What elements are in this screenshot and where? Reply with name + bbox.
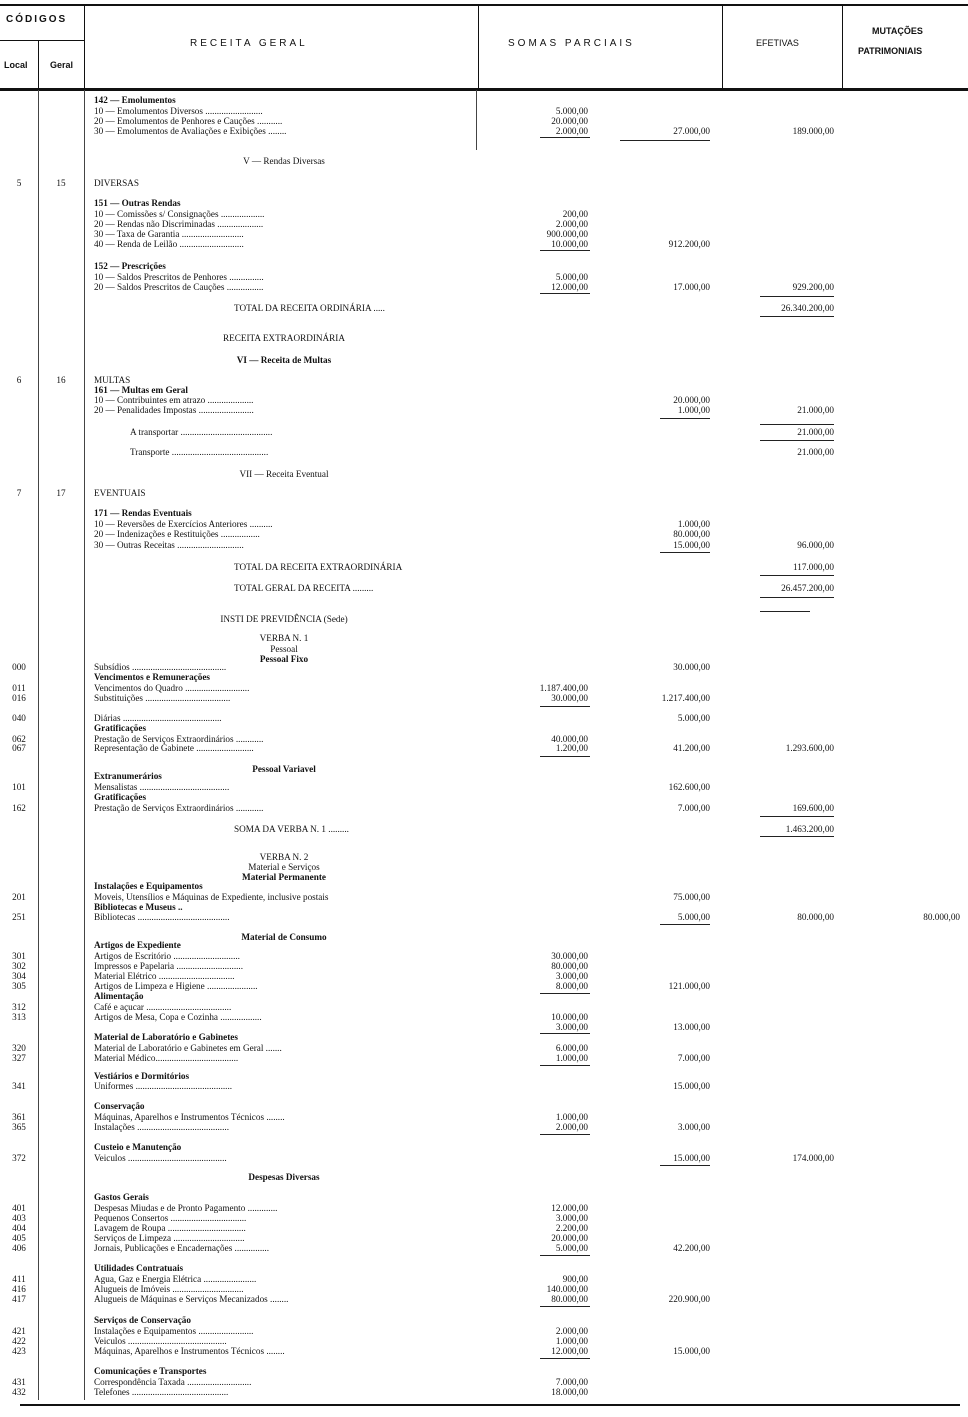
soma-parcial: 900.000,00 (546, 229, 588, 239)
code-local: 421 (12, 1326, 26, 1336)
row-description: 20 — Saldos Prescritos de Cauções ................ (94, 282, 264, 292)
soma-parcial: 10.000,00 (551, 1012, 588, 1022)
code-local: 341 (12, 1081, 26, 1091)
soma-parcial-total: 27.000,00 (673, 126, 710, 136)
ledger-row (0, 912, 968, 923)
row-description: Prestação de Serviços Extraordinários ............ (94, 803, 264, 813)
row-description: 30 — Emolumentos de Avaliações e Exibições ........ (94, 126, 287, 136)
code-local: 301 (12, 951, 26, 961)
code-local: 6 (16, 375, 22, 385)
soma-parcial: 1.000,00 (555, 1336, 588, 1346)
code-local: 162 (12, 803, 26, 813)
row-description: VERBA N. 2 (259, 852, 309, 862)
ledger-row (0, 881, 968, 892)
row-description: Artigos de Expediente (94, 940, 181, 950)
soma-parcial: 5.000,00 (555, 1243, 588, 1253)
efetiva: 96.000,00 (797, 540, 834, 550)
row-description: Mensalistas ....................................... (94, 782, 230, 792)
ledger-row (0, 1263, 968, 1274)
row-description: Comunicações e Transportes (94, 1366, 207, 1376)
soma-parcial: 20.000,00 (551, 116, 588, 126)
soma-parcial: 2.000,00 (555, 1326, 588, 1336)
soma-parcial-total: 162.600,00 (668, 782, 710, 792)
soma-parcial: 3.000,00 (555, 1022, 588, 1032)
row-description: Instalações e Equipamentos (94, 881, 203, 891)
soma-parcial-total: 15.000,00 (673, 1153, 710, 1163)
row-description: DIVERSAS (94, 178, 139, 188)
table-header (0, 0, 968, 91)
row-description: Moveis, Utensílios e Máquinas de Expediente, inclusive postais (94, 892, 329, 902)
row-description: 10 — Contribuintes em atrazo .................... (94, 395, 254, 405)
row-description: Subsídios ......................................... (94, 662, 227, 672)
ledger-row (0, 743, 968, 754)
ledger-row (0, 1172, 968, 1183)
row-description: Serviços de Conservação (94, 1315, 191, 1325)
ledger-row (0, 633, 968, 644)
row-description: 30 — Taxa de Garantia ........................... (94, 229, 244, 239)
efetiva: 189.000,00 (792, 126, 834, 136)
soma-parcial: 7.000,00 (555, 1377, 588, 1387)
row-description: Lavagem de Roupa .................................. (94, 1223, 246, 1233)
code-local: 411 (12, 1274, 26, 1284)
ledger-row (0, 672, 968, 683)
efetiva: 21.000,00 (797, 427, 834, 437)
code-local: 7 (16, 488, 22, 498)
soma-parcial: 12.000,00 (551, 1346, 588, 1356)
row-description: Extranumerários (94, 771, 162, 781)
ledger-row (0, 1153, 968, 1164)
code-local: 365 (12, 1122, 26, 1132)
ledger-row (0, 508, 968, 519)
soma-parcial-total: 20.000,00 (673, 395, 710, 405)
efetiva: 174.000,00 (792, 1153, 834, 1163)
row-description: Jornais, Publicações e Encadernações ............... (94, 1243, 270, 1253)
ledger-row (0, 1366, 968, 1377)
soma-parcial: 30.000,00 (551, 693, 588, 703)
code-local: 327 (12, 1053, 26, 1063)
code-local: 372 (12, 1153, 26, 1163)
soma-parcial: 12.000,00 (551, 1203, 588, 1213)
ledger-row (0, 614, 968, 625)
code-local: 406 (12, 1243, 26, 1253)
efetiva: 169.600,00 (792, 803, 834, 813)
code-local: 016 (12, 693, 26, 703)
soma-parcial-total: 220.900,00 (668, 1294, 710, 1304)
row-description: Material e Serviços (248, 862, 320, 872)
soma-parcial-total: 80.000,00 (673, 529, 710, 539)
code-local: 251 (12, 912, 26, 922)
row-description: 152 — Prescrições (94, 261, 166, 271)
row-description: Conservação (94, 1101, 145, 1111)
ledger-row (0, 303, 968, 314)
ledger-row (0, 447, 968, 458)
ledger-row (0, 824, 968, 835)
row-description: Material Permanente (242, 872, 326, 882)
row-description: VII — Receita Eventual (239, 469, 329, 479)
row-description: VI — Receita de Multas (236, 355, 332, 365)
ledger-row (0, 771, 968, 782)
row-description: Pessoal Variavel (252, 764, 316, 774)
code-local: 417 (12, 1294, 26, 1304)
code-local: 201 (12, 892, 26, 902)
row-description: 20 — Indenizações e Restituições ................. (94, 529, 260, 539)
ledger-row (0, 1387, 968, 1398)
code-local: 403 (12, 1213, 26, 1223)
ledger-row (0, 156, 968, 167)
ledger-row (0, 1192, 968, 1203)
efetiva: 80.000,00 (797, 912, 834, 922)
row-description: TOTAL GERAL DA RECEITA ......... (234, 583, 374, 593)
soma-parcial: 1.200,00 (555, 743, 588, 753)
row-description: Material Elétrico ................................. (94, 971, 235, 981)
ledger-row (0, 1101, 968, 1112)
soma-parcial: 2.000,00 (555, 1122, 588, 1132)
soma-parcial-total: 5.000,00 (677, 713, 710, 723)
row-description: Despesas Diversas (248, 1172, 320, 1182)
header-local: Local (4, 60, 28, 70)
ledger-row (0, 940, 968, 951)
row-description: 20 — Penalidades Impostas ........................ (94, 405, 254, 415)
row-description: Alimentação (94, 991, 144, 1001)
row-description: Material Médico.................................... (94, 1053, 239, 1063)
row-description: Pessoal Fixo (259, 654, 309, 664)
ledger-row (0, 991, 968, 1002)
row-description: MULTAS (94, 375, 131, 385)
ledger-row (0, 1346, 968, 1357)
row-description: SOMA DA VERBA N. 1 ......... (234, 824, 349, 834)
row-description: Máquinas, Aparelhos e Instrumentos Técnicos ........ (94, 1346, 285, 1356)
header-receita-geral: RECEITA GERAL (190, 38, 308, 49)
row-description: Gratificações (94, 723, 147, 733)
row-description: Café e açucar ..................................... (94, 1002, 232, 1012)
row-description: Representação de Gabinete ......................... (94, 743, 254, 753)
efetiva: 26.340.200,00 (781, 303, 834, 313)
ledger-row (0, 427, 968, 438)
row-description: 20 — Emolumentos de Penhores e Cauções ........... (94, 116, 283, 126)
mutacao-patrimonial: 80.000,00 (923, 912, 960, 922)
soma-parcial-total: 121.000,00 (668, 981, 710, 991)
ledger-row (0, 1142, 968, 1153)
row-description: Substituições ..................................... (94, 693, 231, 703)
row-description: Veiculos ........................................... (94, 1336, 227, 1346)
row-description: RECEITA EXTRAORDINÁRIA (222, 333, 345, 343)
soma-parcial-total: 30.000,00 (673, 662, 710, 672)
soma-parcial: 20.000,00 (551, 1233, 588, 1243)
soma-parcial: 2.000,00 (555, 126, 588, 136)
ledger-row (0, 1294, 968, 1305)
code-geral: 15 (56, 178, 66, 188)
code-local: 432 (12, 1387, 26, 1397)
row-description: Pessoal (270, 644, 298, 654)
code-local: 423 (12, 1346, 26, 1356)
soma-parcial-total: 7.000,00 (677, 1053, 710, 1063)
row-description: 171 — Rendas Eventuais (94, 508, 192, 518)
efetiva: 929.200,00 (792, 282, 834, 292)
ledger-row (0, 1315, 968, 1326)
soma-parcial: 18.000,00 (551, 1387, 588, 1397)
efetiva: 1.293.600,00 (785, 743, 834, 753)
row-description: Vencimentos do Quadro ............................ (94, 683, 250, 693)
efetiva: 21.000,00 (797, 447, 834, 457)
soma-parcial: 6.000,00 (555, 1043, 588, 1053)
row-description: Utilidades Contratuais (94, 1263, 184, 1273)
row-description: Material de Laboratório e Gabinetes (94, 1032, 238, 1042)
row-description: VERBA N. 1 (259, 633, 309, 643)
row-description: 142 — Emolumentos (94, 95, 176, 105)
ledger-row (0, 540, 968, 551)
header-codigos: CÓDIGOS (6, 14, 68, 25)
row-description: 30 — Outras Receitas ............................. (94, 540, 244, 550)
ledger-row (0, 333, 968, 344)
ledger-row (0, 693, 968, 704)
footer-rule (20, 1404, 960, 1406)
soma-parcial: 2.200,00 (555, 1223, 588, 1233)
soma-parcial: 10.000,00 (551, 239, 588, 249)
row-description: A transportar ........................................ (130, 427, 273, 437)
soma-parcial-total: 15.000,00 (673, 1346, 710, 1356)
ledger-row (0, 1032, 968, 1043)
row-description: Alugueis de Imóveis ............................... (94, 1284, 244, 1294)
row-description: Veiculos ........................................... (94, 1153, 227, 1163)
soma-parcial: 2.000,00 (555, 219, 588, 229)
soma-parcial: 30.000,00 (551, 951, 588, 961)
soma-parcial: 1.000,00 (555, 1053, 588, 1063)
row-description: 10 — Emolumentos Diversos ......................... (94, 106, 263, 116)
ledger-row (0, 1081, 968, 1092)
code-local: 101 (12, 782, 26, 792)
ledger-row (0, 1122, 968, 1133)
row-description: INSTI DE PREVIDÊNCIA (Sede) (220, 614, 348, 624)
efetiva: 26.457.200,00 (781, 583, 834, 593)
code-geral: 16 (56, 375, 66, 385)
code-local: 361 (12, 1112, 26, 1122)
row-description: Agua, Gaz e Energia Elétrica ....................... (94, 1274, 257, 1284)
ledger-row (0, 529, 968, 540)
header-somas-parciais: SOMAS PARCIAIS (508, 38, 635, 49)
row-description: TOTAL DA RECEITA ORDINÁRIA ..... (234, 303, 385, 313)
ledger-row (0, 723, 968, 734)
code-local: 040 (12, 713, 26, 723)
code-local: 313 (12, 1012, 26, 1022)
soma-parcial-total: 1.000,00 (677, 405, 710, 415)
ledger-row (0, 792, 968, 803)
row-description: 10 — Saldos Prescritos de Penhores ............... (94, 272, 264, 282)
row-description: 10 — Comissões s/ Consignações ................... (94, 209, 265, 219)
soma-parcial: 1.000,00 (555, 1112, 588, 1122)
header-efetivas: EFETIVAS (756, 38, 799, 48)
ledger-row (0, 562, 968, 573)
soma-parcial: 80.000,00 (551, 961, 588, 971)
header-patrimoniais: PATRIMONIAIS (858, 46, 923, 56)
row-description: Material de Consumo (241, 932, 327, 942)
row-description: Artigos de Limpeza e Higiene ...................... (94, 981, 258, 991)
soma-parcial-total: 15.000,00 (673, 1081, 710, 1091)
efetiva: 117.000,00 (792, 562, 834, 572)
ledger-row (0, 488, 968, 499)
row-description: Prestação de Serviços Extraordinários ............ (94, 734, 264, 744)
row-description: 20 — Rendas não Discriminadas .................... (94, 219, 264, 229)
row-description: Pequenos Consertos ................................. (94, 1213, 247, 1223)
efetiva: 21.000,00 (797, 405, 834, 415)
row-description: Impressos e Papelaria ............................. (94, 961, 244, 971)
ledger-row (0, 126, 968, 137)
soma-parcial-total: 75.000,00 (673, 892, 710, 902)
row-description: Instalações e Equipamentos ........................ (94, 1326, 254, 1336)
row-description: V — Rendas Diversas (243, 156, 325, 166)
row-description: Custeio e Manutenção (94, 1142, 182, 1152)
row-description: Telefones .......................................... (94, 1387, 229, 1397)
code-local: 5 (16, 178, 22, 188)
code-local: 312 (12, 1002, 26, 1012)
code-local: 304 (12, 971, 26, 981)
soma-parcial-total: 41.200,00 (673, 743, 710, 753)
header-mutacoes: MUTAÇÕES (872, 26, 923, 36)
row-description: Alugueis de Máquinas e Serviços Mecanizados ........ (94, 1294, 289, 1304)
row-description: Bibliotecas ........................................ (94, 912, 230, 922)
row-description: Despesas Miudas e de Pronto Pagamento ............. (94, 1203, 278, 1213)
row-description: Diárias ........................................... (94, 713, 222, 723)
soma-parcial-total: 5.000,00 (677, 912, 710, 922)
ledger-row (0, 95, 968, 106)
ledger-row (0, 803, 968, 814)
soma-parcial: 12.000,00 (551, 282, 588, 292)
header-geral: Geral (50, 60, 74, 70)
soma-parcial-total: 17.000,00 (673, 282, 710, 292)
ledger-row (0, 198, 968, 209)
soma-parcial-total: 912.200,00 (668, 239, 710, 249)
code-local: 062 (12, 734, 26, 744)
soma-parcial: 140.000,00 (546, 1284, 588, 1294)
ledger-row (0, 355, 968, 366)
soma-parcial: 8.000,00 (555, 981, 588, 991)
ledger-row (0, 583, 968, 594)
code-local: 302 (12, 961, 26, 971)
code-geral: 17 (56, 488, 66, 498)
soma-parcial: 5.000,00 (555, 106, 588, 116)
soma-parcial-total: 13.000,00 (673, 1022, 710, 1032)
code-local: 000 (12, 662, 26, 672)
ledger-row (0, 282, 968, 293)
row-description: Vencimentos e Remunerações (94, 672, 211, 682)
soma-parcial-total: 7.000,00 (677, 803, 710, 813)
soma-parcial-total: 1.000,00 (677, 519, 710, 529)
ledger-row (0, 1243, 968, 1254)
ledger-row (0, 178, 968, 189)
row-description: Máquinas, Aparelhos e Instrumentos Técnicos ........ (94, 1112, 285, 1122)
code-local: 422 (12, 1336, 26, 1346)
row-description: Vestiários e Dormitórios (94, 1071, 190, 1081)
row-description: Artigos de Escritório ............................. (94, 951, 240, 961)
ledger-row (0, 261, 968, 272)
row-description: Gastos Gerais (94, 1192, 149, 1202)
soma-parcial: 3.000,00 (555, 971, 588, 981)
code-local: 404 (12, 1223, 26, 1233)
row-description: Serviços de Limpeza ............................... (94, 1233, 245, 1243)
ledger-row (0, 469, 968, 480)
code-local: 431 (12, 1377, 26, 1387)
row-description: 10 — Reversões de Exercícios Anteriores .......... (94, 519, 273, 529)
soma-parcial: 40.000,00 (551, 734, 588, 744)
code-local: 405 (12, 1233, 26, 1243)
code-local: 305 (12, 981, 26, 991)
soma-parcial: 200,00 (562, 209, 588, 219)
soma-parcial-total: 3.000,00 (677, 1122, 710, 1132)
row-description: 40 — Renda de Leilão ............................ (94, 239, 244, 249)
ledger-row (0, 239, 968, 250)
row-description: Correspondência Taxada ............................ (94, 1377, 252, 1387)
row-description: EVENTUAIS (94, 488, 146, 498)
row-description: Material de Laboratório e Gabinetes em Geral ....... (94, 1043, 282, 1053)
row-description: Instalações ........................................ (94, 1122, 229, 1132)
soma-parcial-total: 42.200,00 (673, 1243, 710, 1253)
soma-parcial: 900,00 (562, 1274, 588, 1284)
code-local: 320 (12, 1043, 26, 1053)
row-description: Uniformes .......................................... (94, 1081, 233, 1091)
code-local: 011 (12, 683, 26, 693)
soma-parcial: 1.187.400,00 (539, 683, 588, 693)
row-description: Transporte .......................................... (130, 447, 269, 457)
code-local: 416 (12, 1284, 26, 1294)
row-description: TOTAL DA RECEITA EXTRAORDINÁRIA (234, 562, 403, 572)
soma-parcial: 5.000,00 (555, 272, 588, 282)
row-description: 151 — Outras Rendas (94, 198, 181, 208)
soma-parcial-total: 1.217.400,00 (661, 693, 710, 703)
soma-parcial-total: 15.000,00 (673, 540, 710, 550)
code-local: 401 (12, 1203, 26, 1213)
soma-parcial: 3.000,00 (555, 1213, 588, 1223)
row-description: Artigos de Mesa, Copa e Cozinha .................. (94, 1012, 262, 1022)
ledger-row (0, 1053, 968, 1064)
row-description: Gratificações (94, 792, 147, 802)
ledger-row (0, 405, 968, 416)
soma-parcial: 80.000,00 (551, 1294, 588, 1304)
row-description: 161 — Multas em Geral (94, 385, 188, 395)
efetiva: 1.463.200,00 (785, 824, 834, 834)
code-local: 067 (12, 743, 26, 753)
row-description: Bibliotecas e Museus .. (94, 902, 183, 912)
